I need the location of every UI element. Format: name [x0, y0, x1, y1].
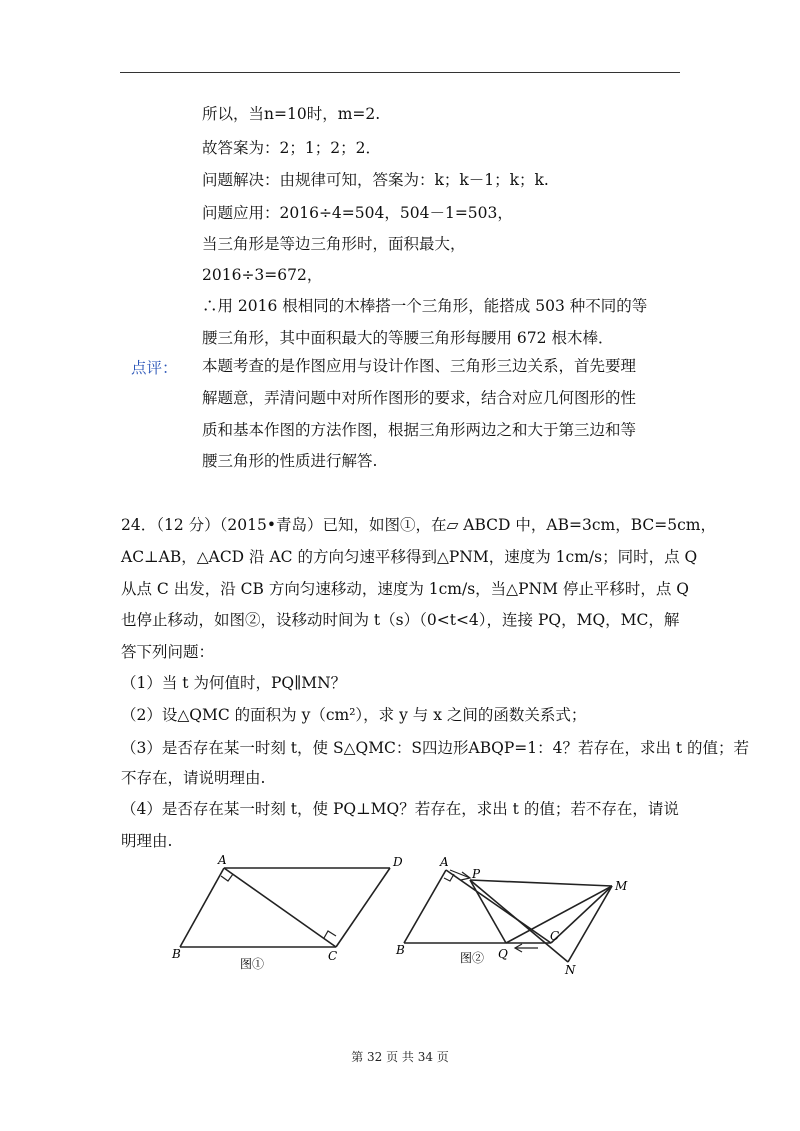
question-part-1: （1）当 t 为何值时，PQ∥MN？ [121, 674, 347, 692]
fig1-side-CD [336, 868, 390, 947]
fig1-side-AB [180, 868, 224, 947]
question-part-4b: 明理由. [121, 832, 173, 850]
fig2-label-P: P [472, 867, 481, 881]
question-line-1: 24．（12 分）（2015•青岛）已知，如图①，在▱ ABCD 中，AB=3cm，BC=5cm， [121, 516, 716, 534]
solution-line-3: 问题解决：由规律可知，答案为：k；k－1；k；k. [202, 171, 549, 189]
figure-1 [160, 850, 420, 980]
page-footer: 第 32 页 共 34 页 [351, 1050, 449, 1064]
solution-line-5: 当三角形是等边三角形时，面积最大， [202, 235, 466, 253]
question-line-5: 答下列问题： [121, 643, 215, 661]
fig2-label-A: A [440, 855, 449, 869]
comment-label: 点评： [131, 359, 178, 377]
solution-line-8: 腰三角形，其中面积最大的等腰三角形每腰用 672 根木棒． [202, 329, 614, 347]
comment-line-3: 质和基本作图的方法作图，根据三角形两边之和大于第三边和等 [202, 421, 637, 439]
fig1-diagonal-AC [224, 868, 336, 947]
solution-line-1: 所以，当n=10时，m=2. [202, 105, 381, 123]
solution-line-2: 故答案为：2；1；2；2． [202, 139, 381, 157]
solution-line-4: 问题应用：2016÷4=504，504－1=503， [202, 204, 513, 222]
fig2-label-Q: Q [498, 947, 508, 961]
fig2-label-C: C [550, 929, 560, 943]
question-part-2: （2）设△QMC 的面积为 y（cm²），求 y 与 x 之间的函数关系式； [121, 706, 587, 724]
question-part-3a: （3）是否存在某一时刻 t，使 S△QMC：S四边形ABQP=1：4？若存在，求出 t 的值；若 [121, 739, 750, 757]
fig2-label-M: M [615, 879, 628, 893]
comment-line-4: 腰三角形的性质进行解答. [202, 452, 378, 470]
fig2-segment-PQ [470, 880, 506, 943]
figure-2 [390, 850, 640, 980]
fig1-label-D: D [393, 855, 403, 869]
solution-line-6: 2016÷3=672， [202, 266, 323, 284]
question-part-3b: 不存在，请说明理由. [121, 769, 266, 787]
fig1-label-A: A [218, 853, 227, 867]
comment-line-1: 本题考查的是作图应用与设计作图、三角形三边关系，首先要理 [202, 357, 637, 375]
fig2-caption: 图② [460, 951, 485, 965]
fig1-caption: 图① [240, 957, 265, 971]
fig1-label-B: B [172, 947, 181, 961]
solution-line-7: ∴用 2016 根相同的木棒搭一个三角形，能搭成 503 种不同的等 [202, 297, 648, 315]
fig2-side-AB [404, 870, 446, 943]
question-part-4a: （4）是否存在某一时刻 t，使 PQ⊥MQ？若存在，求出 t 的值；若不存在，请说 [121, 800, 679, 818]
question-line-3: 从点 C 出发，沿 CB 方向匀速移动，速度为 1cm/s，当△PNM 停止平移时，点 Q [121, 580, 690, 598]
header-rule [120, 72, 680, 73]
question-line-4: 也停止移动，如图②，设移动时间为 t（s）（0<t<4），连接 PQ，MQ，MC，解 [121, 611, 680, 629]
question-line-2: AC⊥AB，△ACD 沿 AC 的方向匀速平移得到△PNM，速度为 1cm/s；同时，点 Q [121, 548, 698, 566]
fig1-right-angle-A [221, 874, 233, 881]
fig2-label-N: N [565, 963, 576, 977]
fig1-right-angle-C [324, 931, 336, 938]
fig1-label-C: C [328, 949, 338, 963]
fig2-label-B: B [396, 943, 405, 957]
comment-line-2: 解题意，弄清问题中对所作图形的要求，结合对应几何图形的性 [202, 389, 637, 407]
fig2-side-PM [470, 880, 612, 886]
